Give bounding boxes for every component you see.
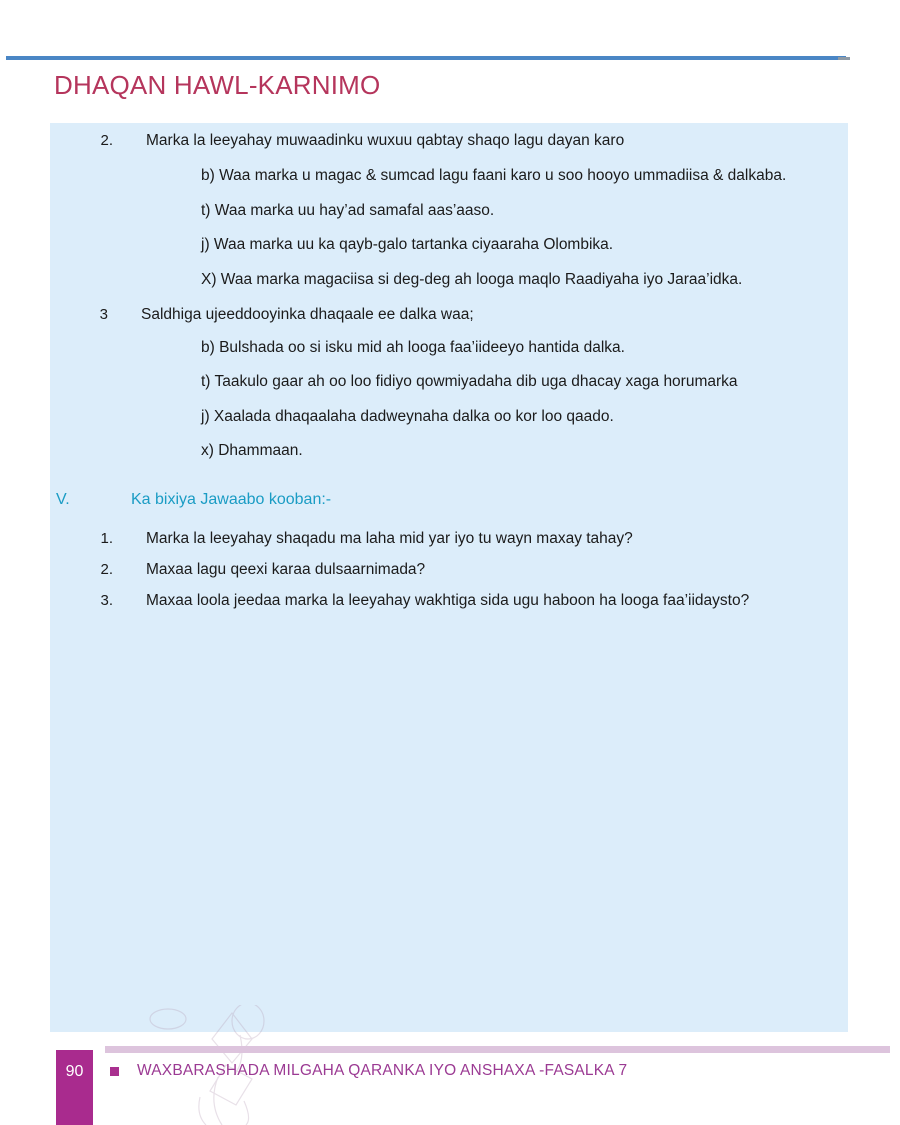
option-item: X) Waa marka magaciisa si deg-deg ah looga maqlo Raadiyaha iyo Jaraa’idka. bbox=[201, 271, 743, 288]
question-block bbox=[83, 131, 828, 151]
option-item: x) Dhammaan. bbox=[201, 442, 303, 459]
question-item bbox=[78, 305, 828, 325]
page-number: 90 bbox=[65, 1063, 84, 1080]
page-number-badge bbox=[56, 1050, 93, 1125]
option-item: j) Waa marka uu ka qayb-galo tartanka ciyaaraha Olombika. bbox=[201, 236, 614, 253]
option-item: b) Waa marka u magac & sumcad lagu faani karo u soo hooyo ummadiisa & dalkaba. bbox=[201, 167, 787, 184]
short-answer-item bbox=[83, 560, 828, 580]
content-panel bbox=[50, 123, 848, 1032]
top-divider-rule bbox=[6, 56, 846, 60]
section-heading bbox=[56, 491, 331, 509]
option-item: t) Waa marka uu hay’ad samafal aas’aaso. bbox=[201, 202, 495, 219]
question-text: Saldhiga ujeeddooyinka dhaqaale ee dalka waa; bbox=[141, 306, 474, 323]
page-title: DHAQAN HAWL-KARNIMO bbox=[54, 70, 381, 100]
option-item: t) Taakulo gaar ah oo loo fidiyo qowmiyadaha dib uga dhacay xaga horumarka bbox=[201, 373, 738, 390]
option-item: j) Xaalada dhaqaalaha dadweynaha dalka oo kor loo qaado. bbox=[201, 408, 614, 425]
question-marker: 2. bbox=[100, 132, 113, 149]
short-answer-marker: 1. bbox=[100, 530, 113, 547]
short-answer-item bbox=[83, 529, 828, 549]
short-answer-item bbox=[83, 591, 838, 611]
question-text: Marka la leeyahay muwaadinku wuxuu qabtay shaqo lagu dayan karo bbox=[146, 132, 625, 149]
square-bullet-icon bbox=[110, 1067, 119, 1076]
short-answer-marker: 2. bbox=[100, 561, 113, 578]
footer-book-title: WAXBARASHADA MILGAHA QARANKA IYO ANSHAXA -FASALKA 7 bbox=[137, 1062, 628, 1079]
short-answer-marker: 3. bbox=[100, 592, 113, 609]
section-roman-numeral: V. bbox=[56, 491, 70, 508]
short-answer-text: Marka la leeyahay shaqadu ma laha mid yar iyo tu wayn maxay tahay? bbox=[146, 530, 633, 547]
short-answer-text: Maxaa loola jeedaa marka la leeyahay wakhtiga sida ugu haboon ha looga faa’iidaysto? bbox=[146, 592, 750, 609]
footer-divider-rule bbox=[105, 1046, 890, 1053]
question-item bbox=[83, 131, 828, 151]
question-marker: 3 bbox=[99, 306, 108, 323]
option-item: b) Bulshada oo si isku mid ah looga faa’iideeyo hantida dalka. bbox=[201, 339, 625, 356]
question-block bbox=[78, 305, 828, 325]
section-title: Ka bixiya Jawaabo kooban:- bbox=[131, 491, 332, 508]
short-answer-text: Maxaa lagu qeexi karaa dulsaarnimada? bbox=[146, 561, 426, 578]
top-divider-rule-endcap bbox=[838, 57, 850, 60]
